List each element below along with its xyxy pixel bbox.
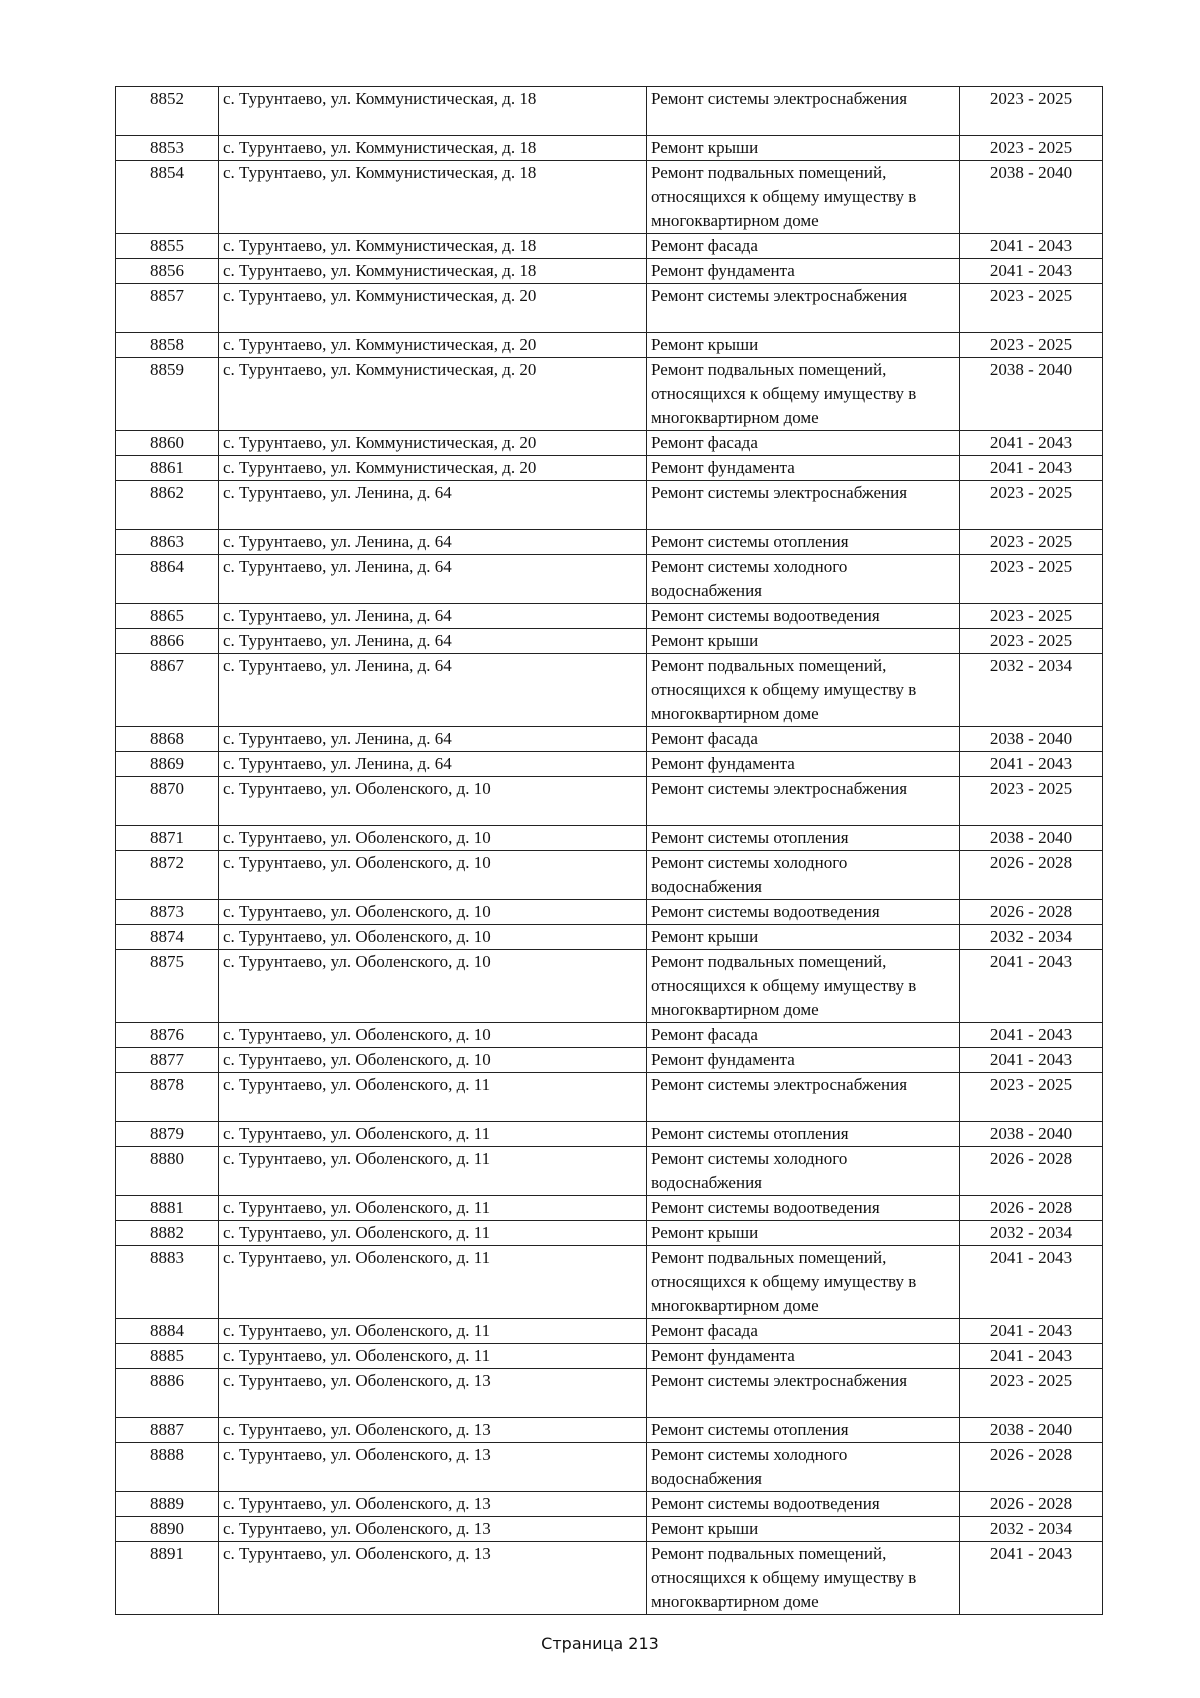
table-row (116, 259, 1103, 284)
period-cell: 2041 - 2043 (960, 950, 1103, 1023)
row-number-cell: 8882 (116, 1221, 219, 1246)
period-cell: 2023 - 2025 (960, 777, 1103, 826)
row-number-cell: 8878 (116, 1073, 219, 1122)
address-cell: с. Турунтаево, ул. Оболенского, д. 13 (219, 1443, 647, 1492)
table-row (116, 136, 1103, 161)
work-type-cell: Ремонт крыши (647, 629, 960, 654)
period-cell: 2041 - 2043 (960, 431, 1103, 456)
address-cell: с. Турунтаево, ул. Оболенского, д. 11 (219, 1221, 647, 1246)
row-number-cell: 8890 (116, 1517, 219, 1542)
row-number-cell: 8852 (116, 87, 219, 136)
address-cell: с. Турунтаево, ул. Оболенского, д. 13 (219, 1517, 647, 1542)
period-cell: 2026 - 2028 (960, 1147, 1103, 1196)
table-row (116, 752, 1103, 777)
address-cell: с. Турунтаево, ул. Ленина, д. 64 (219, 530, 647, 555)
address-cell: с. Турунтаево, ул. Ленина, д. 64 (219, 629, 647, 654)
work-type-cell: Ремонт системы электроснабжения (647, 87, 960, 136)
work-type-cell: Ремонт системы отопления (647, 826, 960, 851)
row-number-cell: 8880 (116, 1147, 219, 1196)
address-cell: с. Турунтаево, ул. Ленина, д. 64 (219, 654, 647, 727)
row-number-cell: 8872 (116, 851, 219, 900)
period-cell: 2026 - 2028 (960, 900, 1103, 925)
table-row (116, 161, 1103, 234)
address-cell: с. Турунтаево, ул. Коммунистическая, д. 18 (219, 136, 647, 161)
work-type-cell: Ремонт фасада (647, 1023, 960, 1048)
row-number-cell: 8866 (116, 629, 219, 654)
address-cell: с. Турунтаево, ул. Оболенского, д. 11 (219, 1073, 647, 1122)
table-row (116, 284, 1103, 333)
address-cell: с. Турунтаево, ул. Оболенского, д. 11 (219, 1246, 647, 1319)
address-cell: с. Турунтаево, ул. Коммунистическая, д. 20 (219, 456, 647, 481)
period-cell: 2023 - 2025 (960, 333, 1103, 358)
row-number-cell: 8888 (116, 1443, 219, 1492)
page-number: Страница 213 (541, 1634, 659, 1653)
period-cell: 2026 - 2028 (960, 1196, 1103, 1221)
work-type-cell: Ремонт системы электроснабжения (647, 284, 960, 333)
address-cell: с. Турунтаево, ул. Оболенского, д. 10 (219, 925, 647, 950)
period-cell: 2038 - 2040 (960, 161, 1103, 234)
table-row (116, 777, 1103, 826)
period-cell: 2041 - 2043 (960, 1319, 1103, 1344)
address-cell: с. Турунтаево, ул. Оболенского, д. 10 (219, 777, 647, 826)
table-row (116, 1344, 1103, 1369)
address-cell: с. Турунтаево, ул. Оболенского, д. 13 (219, 1542, 647, 1615)
address-cell: с. Турунтаево, ул. Ленина, д. 64 (219, 604, 647, 629)
row-number-cell: 8854 (116, 161, 219, 234)
row-number-cell: 8855 (116, 234, 219, 259)
work-type-cell: Ремонт крыши (647, 333, 960, 358)
row-number-cell: 8863 (116, 530, 219, 555)
table-row (116, 1492, 1103, 1517)
period-cell: 2032 - 2034 (960, 1517, 1103, 1542)
address-cell: с. Турунтаево, ул. Коммунистическая, д. 20 (219, 431, 647, 456)
period-cell: 2023 - 2025 (960, 87, 1103, 136)
table-row (116, 1221, 1103, 1246)
table-row (116, 826, 1103, 851)
period-cell: 2026 - 2028 (960, 1492, 1103, 1517)
work-type-cell: Ремонт фундамента (647, 1344, 960, 1369)
address-cell: с. Турунтаево, ул. Оболенского, д. 10 (219, 1023, 647, 1048)
work-type-cell: Ремонт фундамента (647, 752, 960, 777)
work-type-cell: Ремонт фундамента (647, 1048, 960, 1073)
table-row (116, 629, 1103, 654)
row-number-cell: 8881 (116, 1196, 219, 1221)
table-row (116, 1048, 1103, 1073)
address-cell: с. Турунтаево, ул. Оболенского, д. 10 (219, 851, 647, 900)
table-row (116, 604, 1103, 629)
work-type-cell: Ремонт крыши (647, 1517, 960, 1542)
work-type-cell: Ремонт системы водоотведения (647, 900, 960, 925)
address-cell: с. Турунтаево, ул. Ленина, д. 64 (219, 481, 647, 530)
address-cell: с. Турунтаево, ул. Ленина, д. 64 (219, 555, 647, 604)
address-cell: с. Турунтаево, ул. Оболенского, д. 10 (219, 1048, 647, 1073)
row-number-cell: 8891 (116, 1542, 219, 1615)
table-row (116, 87, 1103, 136)
row-number-cell: 8874 (116, 925, 219, 950)
period-cell: 2041 - 2043 (960, 1542, 1103, 1615)
period-cell: 2023 - 2025 (960, 1369, 1103, 1418)
table-row (116, 333, 1103, 358)
work-type-cell: Ремонт фасада (647, 234, 960, 259)
period-cell: 2041 - 2043 (960, 1048, 1103, 1073)
period-cell: 2041 - 2043 (960, 456, 1103, 481)
row-number-cell: 8873 (116, 900, 219, 925)
address-cell: с. Турунтаево, ул. Оболенского, д. 10 (219, 900, 647, 925)
table-row (116, 1369, 1103, 1418)
work-type-cell: Ремонт системы водоотведения (647, 1492, 960, 1517)
period-cell: 2023 - 2025 (960, 1073, 1103, 1122)
row-number-cell: 8877 (116, 1048, 219, 1073)
work-type-cell: Ремонт крыши (647, 1221, 960, 1246)
row-number-cell: 8864 (116, 555, 219, 604)
work-type-cell: Ремонт системы водоотведения (647, 1196, 960, 1221)
period-cell: 2023 - 2025 (960, 604, 1103, 629)
row-number-cell: 8871 (116, 826, 219, 851)
table-row (116, 900, 1103, 925)
address-cell: с. Турунтаево, ул. Оболенского, д. 13 (219, 1492, 647, 1517)
row-number-cell: 8869 (116, 752, 219, 777)
work-type-cell: Ремонт системы электроснабжения (647, 1073, 960, 1122)
work-type-cell: Ремонт системы холодного водоснабжения (647, 555, 960, 604)
address-cell: с. Турунтаево, ул. Оболенского, д. 11 (219, 1319, 647, 1344)
address-cell: с. Турунтаево, ул. Оболенского, д. 11 (219, 1122, 647, 1147)
work-type-cell: Ремонт фасада (647, 727, 960, 752)
period-cell: 2038 - 2040 (960, 826, 1103, 851)
address-cell: с. Турунтаево, ул. Коммунистическая, д. 18 (219, 234, 647, 259)
address-cell: с. Турунтаево, ул. Оболенского, д. 10 (219, 826, 647, 851)
table-row (116, 1122, 1103, 1147)
table-row (116, 431, 1103, 456)
work-type-cell: Ремонт подвальных помещений, относящихся к общему имуществу в многоквартирном доме (647, 654, 960, 727)
period-cell: 2023 - 2025 (960, 555, 1103, 604)
table-row (116, 1147, 1103, 1196)
repair-schedule-table (115, 86, 1103, 1615)
address-cell: с. Турунтаево, ул. Коммунистическая, д. 20 (219, 333, 647, 358)
address-cell: с. Турунтаево, ул. Ленина, д. 64 (219, 752, 647, 777)
address-cell: с. Турунтаево, ул. Оболенского, д. 11 (219, 1147, 647, 1196)
address-cell: с. Турунтаево, ул. Оболенского, д. 13 (219, 1369, 647, 1418)
work-type-cell: Ремонт системы отопления (647, 530, 960, 555)
table-row (116, 925, 1103, 950)
period-cell: 2038 - 2040 (960, 1418, 1103, 1443)
table-body (116, 87, 1103, 1615)
work-type-cell: Ремонт подвальных помещений, относящихся к общему имуществу в многоквартирном доме (647, 358, 960, 431)
row-number-cell: 8885 (116, 1344, 219, 1369)
table-row (116, 481, 1103, 530)
work-type-cell: Ремонт системы отопления (647, 1418, 960, 1443)
row-number-cell: 8886 (116, 1369, 219, 1418)
row-number-cell: 8889 (116, 1492, 219, 1517)
work-type-cell: Ремонт подвальных помещений, относящихся к общему имуществу в многоквартирном доме (647, 161, 960, 234)
address-cell: с. Турунтаево, ул. Коммунистическая, д. 18 (219, 259, 647, 284)
work-type-cell: Ремонт системы холодного водоснабжения (647, 1147, 960, 1196)
row-number-cell: 8853 (116, 136, 219, 161)
row-number-cell: 8859 (116, 358, 219, 431)
work-type-cell: Ремонт подвальных помещений, относящихся к общему имуществу в многоквартирном доме (647, 1542, 960, 1615)
address-cell: с. Турунтаево, ул. Коммунистическая, д. 18 (219, 87, 647, 136)
work-type-cell: Ремонт крыши (647, 925, 960, 950)
address-cell: с. Турунтаево, ул. Оболенского, д. 11 (219, 1196, 647, 1221)
period-cell: 2026 - 2028 (960, 851, 1103, 900)
work-type-cell: Ремонт системы электроснабжения (647, 1369, 960, 1418)
period-cell: 2041 - 2043 (960, 1246, 1103, 1319)
work-type-cell: Ремонт фасада (647, 431, 960, 456)
period-cell: 2041 - 2043 (960, 752, 1103, 777)
table-row (116, 358, 1103, 431)
period-cell: 2041 - 2043 (960, 1023, 1103, 1048)
row-number-cell: 8856 (116, 259, 219, 284)
period-cell: 2041 - 2043 (960, 1344, 1103, 1369)
table-row (116, 1073, 1103, 1122)
row-number-cell: 8867 (116, 654, 219, 727)
work-type-cell: Ремонт фасада (647, 1319, 960, 1344)
work-type-cell: Ремонт системы электроснабжения (647, 481, 960, 530)
work-type-cell: Ремонт подвальных помещений, относящихся к общему имуществу в многоквартирном доме (647, 1246, 960, 1319)
period-cell: 2023 - 2025 (960, 136, 1103, 161)
row-number-cell: 8861 (116, 456, 219, 481)
table-row (116, 1319, 1103, 1344)
row-number-cell: 8870 (116, 777, 219, 826)
period-cell: 2023 - 2025 (960, 284, 1103, 333)
row-number-cell: 8883 (116, 1246, 219, 1319)
period-cell: 2032 - 2034 (960, 654, 1103, 727)
row-number-cell: 8868 (116, 727, 219, 752)
address-cell: с. Турунтаево, ул. Оболенского, д. 10 (219, 950, 647, 1023)
table-row (116, 1023, 1103, 1048)
row-number-cell: 8857 (116, 284, 219, 333)
table-row (116, 1418, 1103, 1443)
work-type-cell: Ремонт системы холодного водоснабжения (647, 851, 960, 900)
table-row (116, 950, 1103, 1023)
period-cell: 2026 - 2028 (960, 1443, 1103, 1492)
row-number-cell: 8860 (116, 431, 219, 456)
work-type-cell: Ремонт системы электроснабжения (647, 777, 960, 826)
table-row (116, 654, 1103, 727)
period-cell: 2041 - 2043 (960, 234, 1103, 259)
period-cell: 2032 - 2034 (960, 925, 1103, 950)
row-number-cell: 8887 (116, 1418, 219, 1443)
period-cell: 2032 - 2034 (960, 1221, 1103, 1246)
address-cell: с. Турунтаево, ул. Коммунистическая, д. 20 (219, 284, 647, 333)
row-number-cell: 8879 (116, 1122, 219, 1147)
period-cell: 2023 - 2025 (960, 481, 1103, 530)
work-type-cell: Ремонт системы холодного водоснабжения (647, 1443, 960, 1492)
row-number-cell: 8858 (116, 333, 219, 358)
row-number-cell: 8876 (116, 1023, 219, 1048)
table-row (116, 1443, 1103, 1492)
address-cell: с. Турунтаево, ул. Оболенского, д. 13 (219, 1418, 647, 1443)
table-row (116, 851, 1103, 900)
table-row (116, 1196, 1103, 1221)
table-row (116, 234, 1103, 259)
table-row (116, 1517, 1103, 1542)
period-cell: 2023 - 2025 (960, 629, 1103, 654)
period-cell: 2038 - 2040 (960, 1122, 1103, 1147)
table-row (116, 1246, 1103, 1319)
row-number-cell: 8884 (116, 1319, 219, 1344)
address-cell: с. Турунтаево, ул. Ленина, д. 64 (219, 727, 647, 752)
period-cell: 2038 - 2040 (960, 358, 1103, 431)
address-cell: с. Турунтаево, ул. Коммунистическая, д. 20 (219, 358, 647, 431)
address-cell: с. Турунтаево, ул. Коммунистическая, д. 18 (219, 161, 647, 234)
row-number-cell: 8865 (116, 604, 219, 629)
period-cell: 2041 - 2043 (960, 259, 1103, 284)
work-type-cell: Ремонт фундамента (647, 259, 960, 284)
period-cell: 2038 - 2040 (960, 727, 1103, 752)
table-row (116, 727, 1103, 752)
row-number-cell: 8875 (116, 950, 219, 1023)
address-cell: с. Турунтаево, ул. Оболенского, д. 11 (219, 1344, 647, 1369)
work-type-cell: Ремонт крыши (647, 136, 960, 161)
table-row (116, 456, 1103, 481)
work-type-cell: Ремонт системы водоотведения (647, 604, 960, 629)
work-type-cell: Ремонт фундамента (647, 456, 960, 481)
row-number-cell: 8862 (116, 481, 219, 530)
table-row (116, 555, 1103, 604)
work-type-cell: Ремонт подвальных помещений, относящихся к общему имуществу в многоквартирном доме (647, 950, 960, 1023)
work-type-cell: Ремонт системы отопления (647, 1122, 960, 1147)
table-row (116, 530, 1103, 555)
period-cell: 2023 - 2025 (960, 530, 1103, 555)
table-row (116, 1542, 1103, 1615)
